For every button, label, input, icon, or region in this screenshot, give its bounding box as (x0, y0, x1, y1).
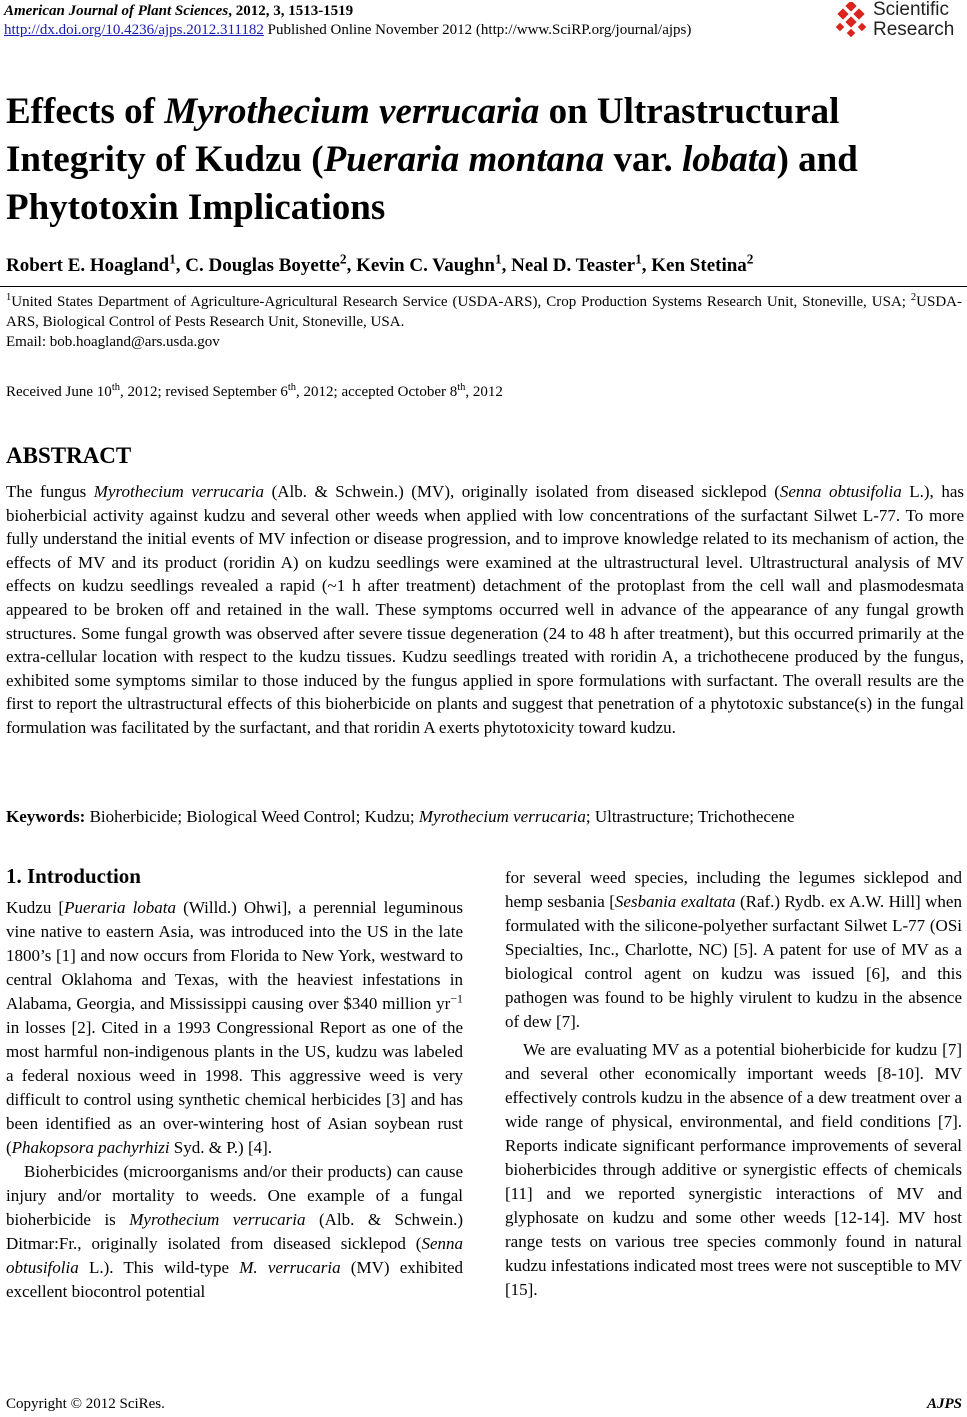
journal-header (4, 2, 691, 40)
publication-note: Published Online November 2012 (http://www.SciRP.org/journal/ajps) (263, 22, 692, 38)
author-email: Email: bob.hoagland@ars.usda.gov (6, 334, 220, 350)
left-column (6, 862, 463, 1304)
keywords: Keywords: Bioherbicide; Biological Weed Control; Kudzu; Myrothecium verrucaria; Ultrastructure; Trichothecene (6, 807, 795, 826)
abstract-text: The fungus Myrothecium verrucaria (Alb. & Schwein.) (MV), originally isolated from diseased sicklepod (Senna obtusifolia L.), has bioherbicial activity against kudzu and several other weeds when applied with low concentrations of the surfactant Silwet L-77. To more fully understand the initial events of MV infection or disease progression, and to improve knowledge related to its mechanism of action, the effects of MV and its product (roridin A) on kudzu seedlings were examined at the ultrastructural level. Ultrastructural analysis of MV effects on kudzu seedlings revealed a rapid (~1 h after treatment) detachment of the protoplast from the cell wall and plasmodesmata appeared to be broken off and retained in the wall. These symptoms occurred well in advance of the appearance of any fungal growth structures. Some fungal growth was observed after severe tissue degeneration (24 to 48 h after treatment), but this occurred primarily at the extra-cellular location with respect to the kudzu tissues. Kudzu seedlings treated with roridin A, a trichothecene produced by the fungus, exhibited some symptoms similar to those induced by the fungus applied in spore formulations with surfactant. The overall results are the first to report the ultrastructural effects of this bioherbicide on plants and suggest that penetration of a phytotoxic substance(s) in the fungal formulation was facilitated by the surfactant, and that roridin A exerts phytotoxicity toward kudzu. (6, 482, 964, 737)
doi-link[interactable]: http://dx.doi.org/10.4236/ajps.2012.311182 (4, 22, 264, 38)
right-column (505, 866, 962, 1302)
publisher-logo (833, 0, 963, 44)
article-title: Effects of Myrothecium verrucaria on Ultrastructural Integrity of Kudzu (Pueraria montana var. lobata) and Phytotoxin Implications (6, 91, 858, 228)
intro-paragraph-2: Bioherbicides (microorganisms and/or their products) can cause injury and/or mortality to weeds. One example of a fungal bioherbicide is Myrothecium verrucaria (Alb. & Schwein.) Ditmar:Fr., originally isolated from diseased sicklepod (Senna obtusifolia L.). This wild-type M. verrucaria (MV) exhibited excellent biocontrol potential (6, 1162, 463, 1301)
page-footer (6, 1396, 962, 1413)
received-dates: Received June 10th, 2012; revised September 6th, 2012; accepted October 8th, 2012 (6, 382, 503, 400)
journal-name: American Journal of Plant Sciences (4, 3, 229, 19)
journal-volume: , 2012, 3, 1513-1519 (228, 3, 354, 19)
header-divider (0, 286, 967, 287)
affiliations: $^1$United States Department of Agriculture-Agricultural Research Service (USDA-ARS), Crop Production Systems Research Unit, Stoneville, USA; $^2$USDA-ARS, Biological Control of Pests Research Unit, Stoneville, USA. Email: bob.hoagland@ars.usda.gov (6, 292, 962, 350)
section-heading-introduction: 1. Introduction (6, 864, 141, 888)
intro-paragraph-3: We are evaluating MV as a potential bioherbicide for kudzu [7] and several other economically important weeds [8-10]. MV effectively controls kudzu in the absence of a dew treatment over a wide range of physical, environmental, and field conditions [7]. Reports indicate significant performance improvements of several bioherbicides through additive or synergistic effects of chemicals [11] and we reported synergistic interactions of MV and glyphosate on kudzu and some other weeds [12-14]. MV host range tests on various tree species commonly found in natural kudzu infestations indicated most trees were not susceptible to MV [15]. (505, 1040, 962, 1299)
logo-wordmark: Scientific Research (873, 0, 955, 40)
author-list: Robert E. Hoagland$^1$, C. Douglas Boyette$^2$, Kevin C. Vaughn$^1$, Neal D. Teaster$^1$, Ken Stetina$^2$ (6, 251, 754, 276)
scientific-research-logo-icon (833, 2, 869, 38)
abstract-heading: ABSTRACT (6, 443, 132, 468)
journal-abbreviation: AJPS (926, 1396, 962, 1412)
intro-paragraph-2-continued: for several weed species, including the legumes sicklepod and hemp sesbania [Sesbania exaltata (Raf.) Rydb. ex A.W. Hill] when formulated with the silicone-polyether surfactant Silwet L-77 (OSi Specialties, Inc., Charlotte, NC) [5]. A patent for use of MV as a biological control agent on kudzu was issued [6], and this pathogen was found to be highly virulent to kudzu in the absence of dew [7]. (505, 868, 962, 1031)
copyright-notice: Copyright © 2012 SciRes. (6, 1396, 165, 1412)
intro-paragraph-1: Kudzu [Pueraria lobata (Willd.) Ohwi], a perennial leguminous vine native to eastern Asia, was introduced into the US in the late 1800’s [1] and now occurs from Florida to New York, westward to central Oklahoma and Texas, with the heaviest infestations in Alabama, Georgia, and Mississippi causing over $340 million $yr^{-1}$ in losses [2]. Cited in a 1993 Congressional Report as one of the most harmful non-indigenous plants in the US, kudzu was labeled a federal noxious weed in 1998. This aggressive weed is very difficult to control using synthetic chemical herbicides [3] and has been identified as an over-wintering host of Asian soybean rust (Phakopsora pachyrhizi Syd. & P.) [4]. (6, 898, 463, 1157)
